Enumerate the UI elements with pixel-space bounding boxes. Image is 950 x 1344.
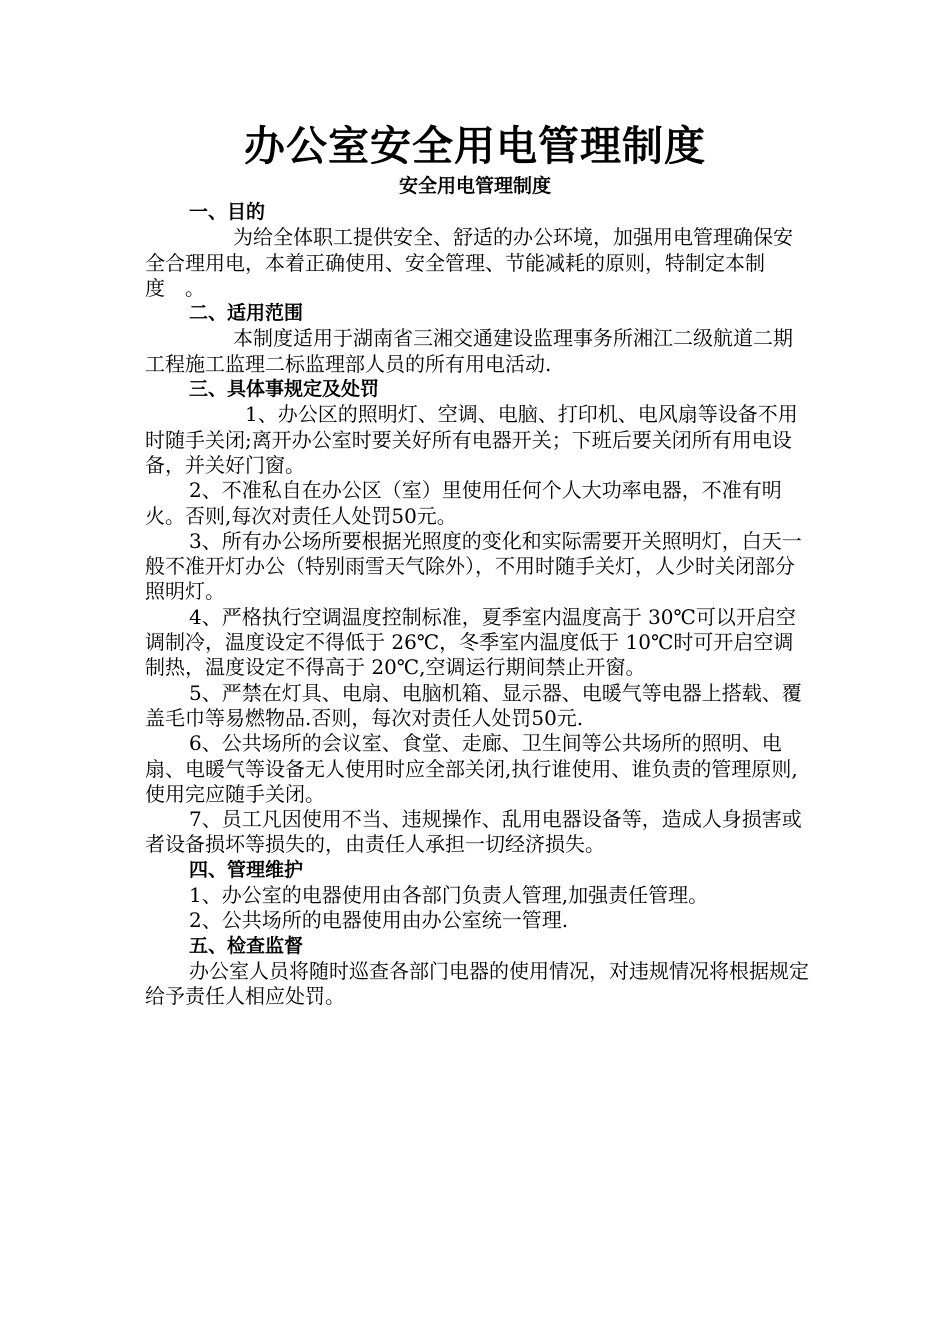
paragraph-maintenance-1: 1、办公室的电器使用由各部门负责人管理,加强责任管理。	[189, 883, 709, 908]
document-subtitle: 安全用电管理制度	[398, 175, 551, 197]
paragraph-rule-5: 5、严禁在灯具、电扇、电脑机箱、显示器、电暖气等电器上搭载、覆盖毛巾等易燃物品.否则，每次对责任人处罚50元.	[145, 680, 802, 730]
document-body	[145, 200, 810, 1010]
paragraph-inspection: 办公室人员将随时巡查各部门电器的使用情况，对违规情况将根据规定给予责任人相应处罚。	[145, 958, 809, 1009]
section-heading-maintenance: 四、管理维护	[189, 858, 304, 881]
paragraph-rule-6: 6、公共场所的会议室、食堂、走廊、卫生间等公共场所的照明、电扇、电暖气等设备无人使用时应全部关闭,执行谁使用、谁负责的管理原则,使用完应随手关闭。	[145, 731, 798, 806]
paragraph-rule-3: 3、所有办公场所要根据光照度的变化和实际需要开关照明灯，白天一般不准开灯办公（特别雨雪天气除外），不用时随手关灯，人少时关闭部分照明灯。	[145, 528, 802, 604]
document-title: 办公室安全用电管理制度	[244, 122, 706, 170]
paragraph-rule-1: 1、办公区的照明灯、空调、电脑、打印机、电风扇等设备不用时随手关闭;离开办公室时要关好所有电器开关；下班后要关闭所有用电设备，并关好门窗。	[145, 402, 798, 477]
section-heading-scope: 二、适用范围	[189, 302, 304, 325]
paragraph-rule-7: 7、员工凡因使用不当、违规操作、乱用电器设备等，造成人身损害或者设备损坏等损失的，由责任人承担一切经济损失。	[145, 807, 802, 857]
section-heading-purpose: 一、目的	[189, 201, 266, 223]
paragraph-maintenance-2: 2、公共场所的电器使用由办公室统一管理.	[189, 908, 569, 933]
paragraph-rule-2: 2、不准私自在办公区（室）里使用任何个人大功率电器，不准有明火。否则,每次对责任人处罚50元。	[145, 478, 782, 528]
paragraph-scope: 本制度适用于湖南省三湘交通建设监理事务所湘江二级航道二期工程施工监理二标监理部人员的所有用电活动.	[145, 326, 793, 376]
paragraph-rule-4: 4、严格执行空调温度控制标准，夏季室内温度高于 30℃可以开启空调制冷，温度设定不得低于 26℃，冬季室内温度低于 10℃时可开启空调制热，温度设定不得高于 20℃,空调运行期间禁止开窗。	[145, 604, 796, 680]
paragraph-purpose: 为给全体职工提供安全、舒适的办公环境，加强用电管理确保安全合理用电，本着正确使用、安全管理、节能减耗的原则，特制定本制度 。	[145, 225, 793, 300]
section-heading-rules: 三、具体事规定及处罚	[189, 378, 380, 401]
section-heading-inspection: 五、检查监督	[189, 934, 304, 957]
